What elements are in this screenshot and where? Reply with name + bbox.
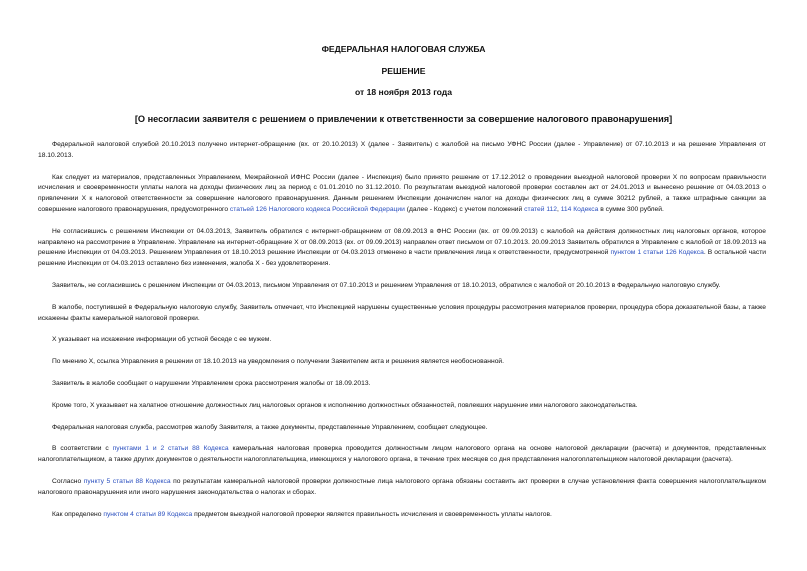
law-reference-link[interactable]: пункту 5 статьи 88 Кодекса	[83, 477, 171, 485]
paragraph	[38, 510, 766, 521]
law-reference-link[interactable]: статей 112	[524, 205, 557, 213]
law-reference-link[interactable]: статьей 126 Налогового кодекса Российской Федерации	[229, 205, 405, 213]
paragraph-text: По мнению Х, ссылка Управления в решении от 18.10.2013 на уведомления о получении Заявителем акта и решения является необоснованной.	[52, 358, 505, 366]
paragraph	[38, 335, 766, 346]
paragraph	[38, 423, 766, 434]
document-date: от 18 ноября 2013 года	[354, 87, 453, 97]
paragraph-text: . В остальной части решение Инспекции от 04.03.2013 оставлено без изменения, жалоба Х - без удовлетворения.	[38, 249, 766, 268]
paragraph	[38, 444, 766, 466]
paragraph	[38, 281, 766, 292]
document-subject: [О несогласии заявителя с решением о привлечении к ответственности за совершение налогового правонарушения]	[134, 114, 673, 124]
paragraph	[38, 173, 766, 216]
paragraph-text: Согласно	[52, 477, 84, 485]
paragraph-text: В жалобе, поступившей в Федеральную налоговую службу, Заявитель отмечает, что Инспекцией нарушены существенные условия процедуры рассмотрения материалов проверки, процедура сбора доказательной базы, а также искажены факты камеральной налоговой проверки.	[38, 303, 766, 322]
paragraph-text: Как следует из материалов, представленных Управлением, Межрайонной ИФНС России (далее - Инспекция) было принято решение от 17.12.2012 о проведении выездной налоговой проверки Х по вопросам правильности исчисления и своевременности уплаты налога на доходы физических лиц за период с 01.01.2010 по 31.12.2010. По результатам выездной налоговой проверки составлен акт от 24.01.2013 и вынесено решение от 04.03.2013 о привлечении Х к налоговой ответственности за совершение налогового правонарушения. Данным решением Инспекции доначислен налог на доходы физических лиц в сумме 30212 рублей, а также штрафные санкции за совершение налогового правонарушения, предусмотренного	[38, 173, 766, 213]
paragraph-text: Не согласившись с решением Инспекции от 04.03.2013, Заявитель обратился с интернет-обращением от 08.09.2013 в ФНС России (вх. от 09.09.2013) с жалобой на действия должностных лиц налоговых органов, которое направлено на рассмотрение в Управление. Управление на интернет-обращение Х от 08.09.2013 (вх. от 09.09.2013) направлен ответ письмом от 07.10.2013. 20.09.2013 Заявитель обратился в Управление с жалобой от 18.09.2013 на решение Инспекции от 04.03.2013. Решением Управления от 18.10.2013 решение Инспекции от 04.03.2013 отменено в части привлечения лица к ответственности, предусмотренной	[38, 227, 766, 257]
paragraph	[38, 227, 766, 270]
law-reference-link[interactable]: пунктом 1 статьи 126 Кодекса	[610, 249, 704, 257]
paragraph-text: предметом выездной налоговой проверки является правильность исчисления и своевременность уплаты налогов.	[192, 510, 552, 518]
paragraph	[38, 357, 766, 368]
law-reference-link[interactable]: пунктами 1 и 2 статьи 88 Кодекса	[112, 445, 229, 453]
paragraph-text: В соответствии с	[52, 445, 113, 453]
paragraph	[38, 140, 766, 162]
paragraph-text: Заявитель, не согласившись с решением Инспекции от 04.03.2013, письмом Управления от 07.10.2013 и решением Управления от 18.10.2013, обратился с жалобой от 20.10.2013 в Федеральную налоговую службу.	[52, 281, 721, 289]
law-reference-link[interactable]: 114 Кодекса	[560, 205, 599, 213]
paragraph-text: Заявитель в жалобе сообщает о нарушении Управлением срока рассмотрения жалобы от 18.09.2013.	[52, 379, 371, 387]
paragraph-text: Как определено	[52, 510, 104, 518]
paragraph	[38, 379, 766, 390]
paragraph-text: в сумме 300 рублей.	[598, 205, 664, 213]
paragraph-text: Федеральная налоговая служба, рассмотрев жалобу Заявителя, а также документы, представленные Управлением, сообщает следующее.	[52, 423, 488, 431]
paragraph	[38, 477, 766, 499]
agency-title: ФЕДЕРАЛЬНАЯ НАЛОГОВАЯ СЛУЖБА	[321, 44, 486, 54]
document-type: РЕШЕНИЕ	[381, 66, 426, 76]
paragraph-text: Х указывает на искажение информации об устной беседе с ее мужем.	[52, 336, 272, 344]
paragraph-text: камеральная налоговая проверка проводится должностным лицом налогового органа на основе налоговой декларации (расчета) и документов, представленных налогоплательщиком, а также других документов о деятельности налогоплательщика, имеющихся у налогового органа, в течение трех месяцев со дня представления налогоплательщиком налоговой декларации (расчета).	[38, 445, 767, 464]
paragraph-text: Кроме того, Х указывает на халатное отношение должностных лиц налоговых органов к исполнению должностных обязанностей, повлекших нарушение ими налогового законодательства.	[52, 401, 638, 409]
paragraph	[38, 401, 766, 412]
paragraph-text: по результатам камеральной налоговой проверки должностные лица налогового органа обязаны составить акт проверки в случае установления факта совершения налогоплательщиком налогового правонарушения или иного нарушения законодательства о налогах и сборах.	[38, 477, 767, 496]
paragraph-text: ,	[556, 205, 561, 213]
paragraph	[38, 303, 766, 325]
paragraph-text: (далее - Кодекс) с учетом положений	[404, 205, 525, 213]
paragraph-text: Федеральной налоговой службой 20.10.2013 получено интернет-обращение (вх. от 20.10.2013) Х (далее - Заявитель) с жалобой на письмо УФНС России (далее - Управление) от 07.10.2013 и на решение Управления от 18.10.2013.	[38, 141, 766, 159]
law-reference-link[interactable]: пунктом 4 статьи 89 Кодекса	[103, 510, 193, 518]
document-body	[38, 140, 766, 531]
